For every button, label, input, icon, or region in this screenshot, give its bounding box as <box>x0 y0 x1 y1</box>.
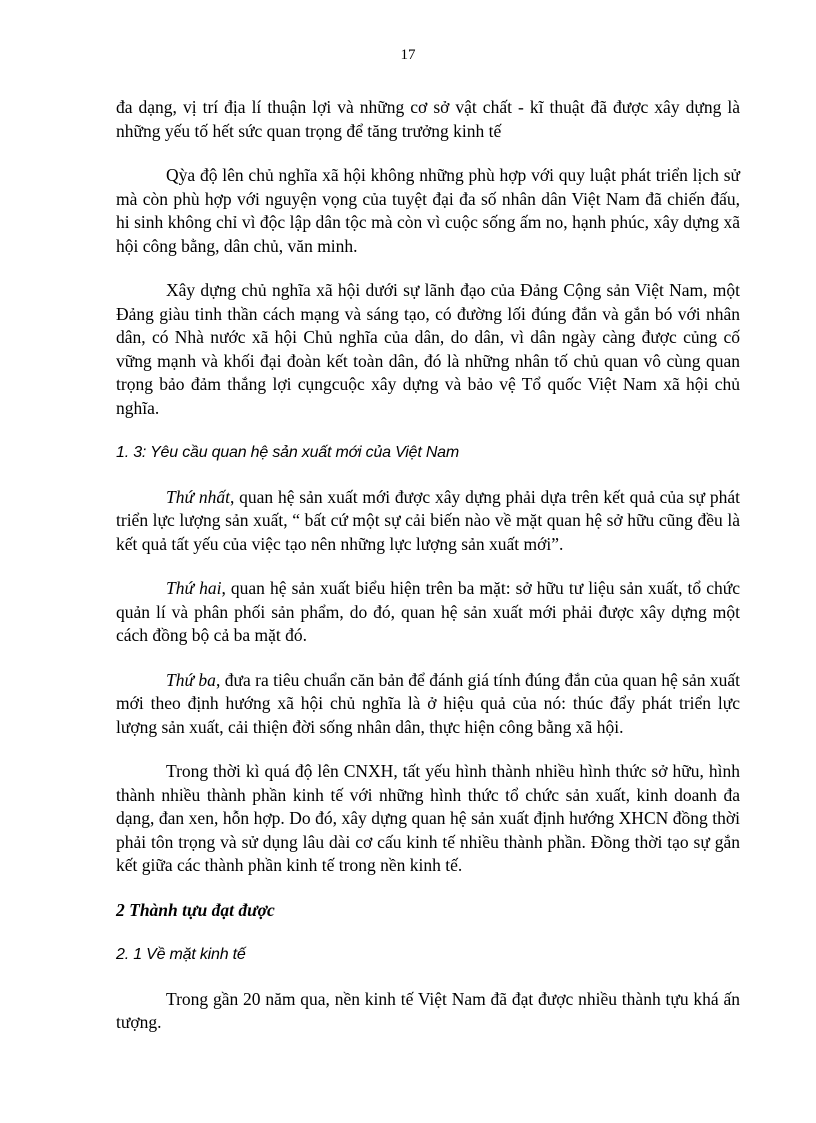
document-body <box>116 96 740 1035</box>
paragraph-5-lead: Thứ hai <box>166 578 222 598</box>
section-heading-2: 2 Thành tựu đạt được <box>116 899 275 920</box>
paragraph-5-text: , quan hệ sản xuất biểu hiện trên ba mặt: sở hữu tư liệu sản xuất, tổ chức quản lí và phân phối sản phẩm, do đó, quan hệ sản xuất mới phải được xây dựng một cách đồng bộ cả ba mặt đó. <box>116 578 740 645</box>
paragraph-4-text: , quan hệ sản xuất mới được xây dựng phải dựa trên kết quả của sự phát triển lực lượng sản xuất, “ bất cứ một sự cải biến nào về mặt quan hệ sở hữu cũng đều là kết quả tất yếu của việc tạo nên những lực lượng sản xuất mới”. <box>116 486 740 554</box>
paragraph-4-lead: Thứ nhất <box>166 486 230 507</box>
page-number: 17 <box>400 47 416 63</box>
paragraph-4 <box>116 486 740 557</box>
paragraph-1: đa dạng, vị trí địa lí thuận lợi và những cơ sở vật chất - kĩ thuật đã được xây dựng là những yếu tố hết sức quan trọng để tăng trưởng kinh tế <box>116 97 740 141</box>
paragraph-8: Trong gần 20 năm qua, nền kinh tế Việt Nam đã đạt được nhiều thành tựu khá ấn tượng. <box>116 988 740 1032</box>
paragraph-6 <box>116 669 740 740</box>
paragraph-2: Qỳa độ lên chủ nghĩa xã hội không những phù hợp với quy luật phát triển lịch sử mà còn phù hợp với nguyện vọng của tuyệt đại đa số nhân dân Việt Nam đã chiến đấu, hi sinh không chỉ vì độc lập dân tộc mà còn vì cuộc sống ấm no, hạnh phúc, xây dựng xã hội công bằng, dân chủ, văn minh. <box>116 165 740 256</box>
paragraph-7: Trong thời kì quá độ lên CNXH, tất yếu hình thành nhiều hình thức sở hữu, hình thành nhiều thành phần kinh tế với những hình thức tổ chức sản xuất, kinh doanh đa dạng, đan xen, hỗn hợp. Do đó, xây dựng quan hệ sản xuất định hướng XHCN đồng thời phải tôn trọng và sử dụng lâu dài cơ cấu kinh tế nhiều thành phần. Đồng thời tạo sự gắn kết giữa các thành phần kinh tế trong nền kinh tế. <box>116 761 740 875</box>
paragraph-3: Xây dựng chủ nghĩa xã hội dưới sự lãnh đạo của Đảng Cộng sản Việt Nam, một Đảng giàu tinh thần cách mạng và sáng tạo, có đường lối đúng đắn và gắn bó với nhân dân, có Nhà nước xã hội Chủ nghĩa của dân, do dân, vì dân ngày càng được củng cố vững mạnh và khối đại đoàn kết toàn dân, đó là những nhân tố chủ quan vô cùng quan trọng bảo đảm thắng lợi cụngcuộc xây dựng và bảo vệ Tổ quốc Việt Nam xã hội chủ nghĩa. <box>116 280 740 418</box>
section-heading-2-1: 2. 1 Về mặt kinh tế <box>116 946 246 963</box>
paragraph-5 <box>116 577 740 648</box>
paragraph-6-lead: Thứ ba <box>166 669 216 690</box>
section-heading-1-3: 1. 3: Yêu cầu quan hệ sản xuất mới của Việt Nam <box>116 444 460 461</box>
paragraph-6-text: , đưa ra tiêu chuẩn căn bản để đánh giá tính đúng đắn của quan hệ sản xuất mới theo định hướng xã hội chủ nghĩa là ở hiệu quả của nó: thúc đẩy phát triển lực lượng sản xuất, cải thiện đời sống nhân dân, thực hiện công bằng xã hội. <box>116 669 741 737</box>
